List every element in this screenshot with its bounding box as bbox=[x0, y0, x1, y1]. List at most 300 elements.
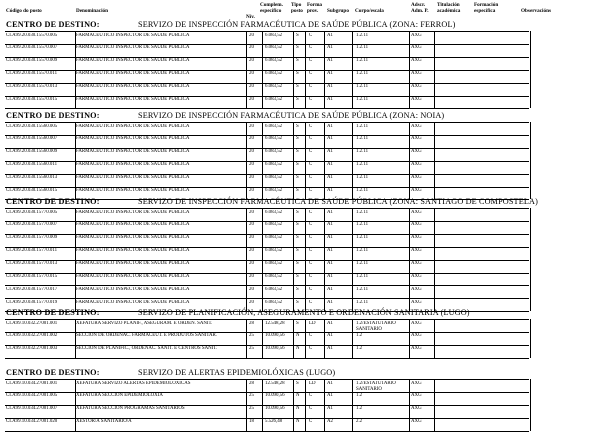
table-row bbox=[0, 96, 615, 109]
cell-adscr: AXG bbox=[411, 222, 422, 228]
header-formacion-l2: específica bbox=[474, 8, 496, 14]
cell-adscr: AXG bbox=[411, 286, 422, 292]
cell-code: CI.A99.20.030.15770.011 bbox=[6, 248, 58, 254]
cell-den: FARMACÉUTICO INSPECTOR DE SAÚDE PÚBLICA bbox=[76, 71, 190, 77]
cell-forma: C bbox=[309, 286, 313, 292]
section-label: CENTRO DE DESTINO: bbox=[6, 20, 100, 29]
section-title bbox=[6, 111, 615, 121]
table-row bbox=[0, 83, 615, 96]
cell-corpo: 1.2.11 bbox=[356, 248, 369, 254]
cell-forma: C bbox=[309, 97, 313, 102]
cell-tipo: S bbox=[296, 162, 299, 168]
cell-tipo: S bbox=[296, 320, 299, 326]
cell-niv: 20 bbox=[249, 45, 254, 51]
cell-code: CI.A99.20.030.15570.007 bbox=[6, 45, 58, 51]
cell-niv: 28 bbox=[249, 380, 254, 386]
cell-den: FARMACÉUTICO INSPECTOR DE SAÚDE PÚBLICA bbox=[76, 162, 190, 168]
cell-den: FARMACÉUTICO INSPECTOR DE SAÚDE PÚBLICA bbox=[76, 235, 190, 241]
cell-corpo: 1.2 bbox=[356, 393, 363, 399]
cell-niv: 20 bbox=[249, 274, 254, 279]
section-title bbox=[6, 197, 615, 207]
cell-niv: 20 bbox=[249, 286, 254, 292]
cell-code: CI.A99.20.030.15570.013 bbox=[6, 84, 58, 90]
section-name: SERVIZO DE INSPECCIÓN FARMACÉUTICA DE SAÚDE PÚBLICA (ZONA: SANTIAGO DE COMPOSTELA) bbox=[138, 197, 538, 206]
cell-code: CI.A99.20.030.15570.015 bbox=[6, 97, 58, 102]
cell-code: CI.A99.20.030.15770.013 bbox=[6, 261, 58, 267]
section-block bbox=[0, 368, 615, 433]
cell-den: FARMACÉUTICO INSPECTOR DE SAÚDE PÚBLICA bbox=[76, 261, 190, 267]
cell-code: CI.A99.20.030.15560.011 bbox=[6, 162, 58, 168]
cell-adscr: AXG bbox=[411, 123, 422, 129]
cell-tipo: S bbox=[296, 222, 299, 228]
cell-niv: 20 bbox=[249, 58, 254, 64]
cell-code: CI.A99.20.030.15570.011 bbox=[6, 71, 58, 77]
cell-den: XEFATURA SERVIZO PLANIF., ASEGURAM. E ORDEN. SANIT. bbox=[76, 320, 213, 326]
cell-adscr: AXG bbox=[411, 136, 422, 142]
cell-tipo: S bbox=[296, 175, 299, 181]
header-complem-l1: Complem. bbox=[260, 2, 283, 8]
cell-code: CI.A99.20.030.15560.007 bbox=[6, 136, 58, 142]
cell-adscr: AXG bbox=[411, 97, 422, 102]
cell-comp: 6.083,52 bbox=[265, 149, 283, 155]
cell-code: CI.A99.20.030.15770.015 bbox=[6, 274, 58, 279]
cell-adscr: AXG bbox=[411, 346, 422, 352]
cell-adscr: AXG bbox=[411, 248, 422, 254]
cell-code: CI.A99.10.032.27001.003 bbox=[6, 346, 58, 352]
cell-code: CI.A99.10.032.27001.001 bbox=[6, 320, 58, 326]
cell-tipo: N bbox=[296, 406, 300, 412]
cell-corpo: 1.2 bbox=[356, 346, 363, 352]
cell-adscr: AXG bbox=[411, 320, 422, 326]
cell-niv: 20 bbox=[249, 123, 254, 129]
cell-tipo: N bbox=[296, 419, 300, 425]
cell-tipo: S bbox=[296, 188, 299, 193]
cell-tipo: S bbox=[296, 261, 299, 267]
cell-sub: A1 bbox=[327, 32, 333, 38]
cell-niv: 20 bbox=[249, 299, 254, 305]
cell-comp: 10.090,56 bbox=[265, 346, 285, 352]
header-nivel: Nív. bbox=[246, 14, 255, 20]
header-observacions: Observacións bbox=[521, 8, 551, 14]
cell-forma: C bbox=[309, 393, 313, 399]
cell-sub: A1 bbox=[327, 299, 333, 305]
cell-adscr: AXG bbox=[411, 162, 422, 168]
cell-tipo: S bbox=[296, 136, 299, 142]
table-row bbox=[0, 57, 615, 70]
cell-code: CI.A99.20.030.15560.005 bbox=[6, 123, 58, 129]
section-label: CENTRO DE DESTINO: bbox=[6, 111, 100, 120]
cell-niv: 20 bbox=[249, 188, 254, 193]
cell-niv: 20 bbox=[249, 209, 254, 215]
header-denominacion: Denominación bbox=[76, 8, 108, 14]
cell-den: FARMACÉUTICO INSPECTOR DE SAÚDE PÚBLICA bbox=[76, 32, 190, 38]
cell-sub: A1 bbox=[327, 58, 333, 64]
cell-adscr: AXG bbox=[411, 32, 422, 38]
cell-tipo: S bbox=[296, 84, 299, 90]
section-block bbox=[0, 20, 615, 110]
table-row bbox=[0, 31, 615, 44]
cell-den: SECCIÓN DE PLANIFIC., ORDENAC. SANIT. E CENTROS SANIT. bbox=[76, 346, 218, 352]
cell-code: CI.A99.20.030.15560.009 bbox=[6, 149, 58, 155]
cell-niv: 20 bbox=[249, 32, 254, 38]
cell-sub: A1 bbox=[327, 162, 333, 168]
header-adscr-l2: Adm. P. bbox=[411, 8, 429, 14]
cell-comp: 10.090,56 bbox=[265, 393, 285, 399]
cell-den: FARMACÉUTICO INSPECTOR DE SAÚDE PÚBLICA bbox=[76, 222, 190, 228]
cell-tipo: S bbox=[296, 248, 299, 254]
cell-adscr: AXG bbox=[411, 419, 422, 425]
table-row bbox=[0, 148, 615, 161]
table-row bbox=[0, 247, 615, 260]
cell-code: CI.A99.10.032.27001.002 bbox=[6, 333, 58, 339]
cell-comp: 12.548,28 bbox=[265, 380, 285, 386]
cell-sub: A1 bbox=[327, 175, 333, 181]
cell-corpo: 1.2.11 bbox=[356, 136, 369, 142]
cell-sub: A1 bbox=[327, 222, 333, 228]
header-forma-l2: prov. bbox=[307, 8, 319, 14]
cell-code: CI.A99.20.030.15770.009 bbox=[6, 235, 58, 241]
cell-den: XEFATURA SERVIZO ALERTAS EPIDEMIOLÓXICAS bbox=[76, 380, 191, 386]
cell-niv: 20 bbox=[249, 235, 254, 241]
cell-corpo: 1.2.11 bbox=[356, 261, 369, 267]
cell-den: FARMACÉUTICO INSPECTOR DE SAÚDE PÚBLICA bbox=[76, 97, 190, 102]
cell-sub: A1 bbox=[327, 45, 333, 51]
cell-corpo: 1.2.11 bbox=[356, 235, 369, 241]
section-title bbox=[6, 20, 615, 30]
table-row bbox=[0, 122, 615, 135]
cell-tipo: S bbox=[296, 58, 299, 64]
cell-corpo: 1.2.11 bbox=[356, 162, 369, 168]
cell-tipo: S bbox=[296, 274, 299, 279]
header-complem-l2: específico bbox=[260, 8, 282, 14]
cell-den: SECCIÓN DE ORDENAC. FARMACÉUT. E PRODUTOS SANITAR. bbox=[76, 333, 218, 339]
cell-comp: 6.083,52 bbox=[265, 261, 283, 267]
cell-corpo: 1.2.11 bbox=[356, 209, 369, 215]
header-titulacion-l2: académica bbox=[437, 8, 461, 14]
cell-niv: 25 bbox=[249, 333, 254, 339]
row-rule bbox=[5, 108, 529, 109]
cell-tipo: S bbox=[296, 299, 299, 305]
table-row bbox=[0, 392, 615, 405]
cell-den: FARMACÉUTICO INSPECTOR DE SAÚDE PÚBLICA bbox=[76, 188, 190, 193]
cell-forma: C bbox=[309, 209, 313, 215]
cell-corpo: 1.2.11 bbox=[356, 84, 369, 90]
cell-forma: C bbox=[309, 333, 313, 339]
cell-sub: A1 bbox=[327, 346, 333, 352]
section-title bbox=[6, 308, 615, 318]
cell-sub: A1 bbox=[327, 393, 333, 399]
cell-corpo: 1.2.11 bbox=[356, 32, 369, 38]
cell-niv: 20 bbox=[249, 84, 254, 90]
cell-comp: 6.083,52 bbox=[265, 286, 283, 292]
cell-corpo: 2.2 bbox=[356, 419, 363, 425]
cell-forma: C bbox=[309, 235, 313, 241]
cell-tipo: S bbox=[296, 71, 299, 77]
header-forma-l1: Forma bbox=[307, 2, 322, 8]
header-corpo: Corpo/escala bbox=[355, 8, 384, 14]
cell-comp: 5.526,48 bbox=[265, 419, 283, 425]
cell-corpo: 1.2/ESTATUTARIO SANITARIO bbox=[356, 380, 396, 392]
cell-corpo: 1.2.11 bbox=[356, 274, 369, 279]
cell-sub: A1 bbox=[327, 136, 333, 142]
cell-adscr: AXG bbox=[411, 393, 422, 399]
table-row bbox=[0, 44, 615, 57]
cell-forma: C bbox=[309, 162, 313, 168]
section-name: SERVIZO DE PLANIFICACIÓN, ASEGURAMENTO E ORDENACIÓN SANITARIA (LUGO) bbox=[138, 308, 470, 317]
section-block bbox=[0, 308, 615, 360]
cell-comp: 6.083,52 bbox=[265, 123, 283, 129]
cell-tipo: S bbox=[296, 97, 299, 102]
cell-corpo: 1.2.11 bbox=[356, 286, 369, 292]
cell-forma: C bbox=[309, 58, 313, 64]
cell-sub: A1 bbox=[327, 71, 333, 77]
cell-niv: 20 bbox=[249, 97, 254, 102]
cell-tipo: S bbox=[296, 149, 299, 155]
table-row bbox=[0, 161, 615, 174]
cell-sub: A1 bbox=[327, 286, 333, 292]
cell-niv: 20 bbox=[249, 248, 254, 254]
cell-den: FARMACÉUTICO INSPECTOR DE SAÚDE PÚBLICA bbox=[76, 58, 190, 64]
cell-comp: 6.083,52 bbox=[265, 235, 283, 241]
cell-code: CI.A99.10.034.27001.001 bbox=[6, 380, 58, 386]
table-row bbox=[0, 273, 615, 286]
cell-sub: A2 bbox=[327, 419, 333, 425]
cell-sub: A1 bbox=[327, 84, 333, 90]
cell-code: CI.A99.20.030.15770.019 bbox=[6, 299, 58, 305]
cell-comp: 6.083,52 bbox=[265, 175, 283, 181]
cell-adscr: AXG bbox=[411, 188, 422, 193]
cell-niv: 20 bbox=[249, 222, 254, 228]
cell-corpo: 1.2.11 bbox=[356, 58, 369, 64]
cell-den: FARMACÉUTICO INSPECTOR DE SAÚDE PÚBLICA bbox=[76, 286, 190, 292]
cell-tipo: N bbox=[296, 333, 300, 339]
cell-comp: 6.083,52 bbox=[265, 58, 283, 64]
cell-tipo: S bbox=[296, 286, 299, 292]
table-row bbox=[0, 221, 615, 234]
section-title bbox=[6, 368, 615, 378]
cell-forma: C bbox=[309, 136, 313, 142]
table-row bbox=[0, 345, 615, 358]
cell-corpo: 1.2.11 bbox=[356, 149, 369, 155]
cell-sub: A1 bbox=[327, 406, 333, 412]
cell-niv: 18 bbox=[249, 419, 254, 425]
cell-adscr: AXG bbox=[411, 149, 422, 155]
cell-sub: A1 bbox=[327, 274, 333, 279]
cell-den: FARMACÉUTICO INSPECTOR DE SAÚDE PÚBLICA bbox=[76, 248, 190, 254]
header-codigo: Código do posto bbox=[6, 8, 42, 14]
cell-comp: 6.083,52 bbox=[265, 248, 283, 254]
section-label: CENTRO DE DESTINO: bbox=[6, 197, 100, 206]
cell-den: FARMACÉUTICO INSPECTOR DE SAÚDE PÚBLICA bbox=[76, 209, 190, 215]
cell-niv: 20 bbox=[249, 162, 254, 168]
cell-adscr: AXG bbox=[411, 333, 422, 339]
cell-comp: 6.083,52 bbox=[265, 209, 283, 215]
cell-forma: C bbox=[309, 346, 313, 352]
cell-code: CI.A99.20.030.15770.007 bbox=[6, 222, 58, 228]
section-name: SERVIZO DE ALERTAS EPIDEMIOLÓXICAS (LUGO) bbox=[138, 368, 336, 377]
table-header bbox=[0, 0, 615, 20]
cell-comp: 6.083,52 bbox=[265, 162, 283, 168]
cell-tipo: S bbox=[296, 45, 299, 51]
table-row bbox=[0, 332, 615, 345]
cell-adscr: AXG bbox=[411, 84, 422, 90]
cell-sub: A1 bbox=[327, 209, 333, 215]
cell-forma: C bbox=[309, 123, 313, 129]
table-row bbox=[0, 418, 615, 431]
cell-comp: 6.083,52 bbox=[265, 274, 283, 279]
cell-forma: C bbox=[309, 175, 313, 181]
cell-corpo: 1.2.11 bbox=[356, 175, 369, 181]
table-row bbox=[0, 135, 615, 148]
cell-niv: 20 bbox=[249, 175, 254, 181]
cell-sub: A1 bbox=[327, 333, 333, 339]
cell-niv: 25 bbox=[249, 346, 254, 352]
cell-niv: 20 bbox=[249, 136, 254, 142]
cell-den: FARMACÉUTICO INSPECTOR DE SAÚDE PÚBLICA bbox=[76, 45, 190, 51]
cell-forma: C bbox=[309, 45, 313, 51]
header-tipo-l1: Tipo bbox=[291, 2, 302, 8]
cell-niv: 20 bbox=[249, 149, 254, 155]
cell-adscr: AXG bbox=[411, 71, 422, 77]
cell-adscr: AXG bbox=[411, 299, 422, 305]
cell-tipo: S bbox=[296, 209, 299, 215]
cell-den: FARMACÉUTICO INSPECTOR DE SAÚDE PÚBLICA bbox=[76, 149, 190, 155]
cell-comp: 6.083,52 bbox=[265, 299, 283, 305]
cell-comp: 6.083,52 bbox=[265, 188, 283, 193]
cell-sub: A1 bbox=[327, 97, 333, 102]
cell-adscr: AXG bbox=[411, 175, 422, 181]
cell-tipo: S bbox=[296, 123, 299, 129]
cell-corpo: 1.2/ESTATUTARIO SANITARIO bbox=[356, 320, 396, 332]
cell-comp: 10.090,56 bbox=[265, 333, 285, 339]
cell-forma: C bbox=[309, 149, 313, 155]
section-block bbox=[0, 197, 615, 313]
cell-tipo: S bbox=[296, 235, 299, 241]
cell-forma: C bbox=[309, 299, 313, 305]
cell-forma: C bbox=[309, 419, 313, 425]
cell-tipo: S bbox=[296, 32, 299, 38]
row-rule bbox=[5, 431, 529, 432]
cell-comp: 6.083,52 bbox=[265, 97, 283, 102]
table-row bbox=[0, 405, 615, 418]
cell-sub: A1 bbox=[327, 261, 333, 267]
cell-den: FARMACÉUTICO INSPECTOR DE SAÚDE PÚBLICA bbox=[76, 123, 190, 129]
cell-den: XESTOR/A SANITARIO/A bbox=[76, 419, 132, 425]
header-titulacion-l1: Titulación bbox=[437, 2, 460, 8]
cell-corpo: 1.2.11 bbox=[356, 188, 369, 193]
cell-forma: C bbox=[309, 188, 313, 193]
cell-comp: 6.083,52 bbox=[265, 71, 283, 77]
cell-forma: LD bbox=[309, 320, 316, 326]
cell-tipo: N bbox=[296, 346, 300, 352]
header-adscr-l1: Adscr. bbox=[411, 2, 426, 8]
cell-sub: A1 bbox=[327, 149, 333, 155]
section-name: SERVIZO DE INSPECCIÓN FARMACÉUTICA DE SAÚDE PÚBLICA (ZONA: FERROL) bbox=[138, 20, 456, 29]
cell-sub: A1 bbox=[327, 380, 333, 386]
table-row bbox=[0, 285, 615, 298]
cell-code: CI.A99.20.030.15570.005 bbox=[6, 32, 58, 38]
cell-tipo: N bbox=[296, 393, 300, 399]
cell-forma: C bbox=[309, 406, 313, 412]
row-rule bbox=[5, 358, 529, 359]
table-row bbox=[0, 208, 615, 221]
cell-forma: C bbox=[309, 32, 313, 38]
header-tipo-l2: posto bbox=[291, 8, 303, 14]
cell-code: CI.A99.20.030.15560.015 bbox=[6, 188, 58, 193]
section-name: SERVIZO DE INSPECCIÓN FARMACÉUTICA DE SAÚDE PÚBLICA (ZONA: NOIA) bbox=[138, 111, 445, 120]
cell-niv: 25 bbox=[249, 393, 254, 399]
cell-code: CI.A99.20.030.15770.005 bbox=[6, 209, 58, 215]
cell-adscr: AXG bbox=[411, 235, 422, 241]
cell-corpo: 1.2.11 bbox=[356, 97, 369, 102]
cell-comp: 6.083,52 bbox=[265, 84, 283, 90]
cell-niv: 28 bbox=[249, 320, 254, 326]
cell-adscr: AXG bbox=[411, 209, 422, 215]
table-row bbox=[0, 319, 615, 332]
section-block bbox=[0, 111, 615, 201]
cell-tipo: S bbox=[296, 380, 299, 386]
cell-code: CI.A99.10.034.27001.007 bbox=[6, 406, 58, 412]
cell-code: CI.A99.10.034.27001.005 bbox=[6, 393, 58, 399]
cell-den: XEFATURA SECCIÓN EPIDEMIOLOXÍA bbox=[76, 393, 163, 399]
cell-den: XEFATURA SECCIÓN PROGRAMAS SANITARIOS bbox=[76, 406, 185, 412]
cell-den: FARMACÉUTICO INSPECTOR DE SAÚDE PÚBLICA bbox=[76, 84, 190, 90]
cell-code: CI.A99.20.030.15570.009 bbox=[6, 58, 58, 64]
cell-comp: 6.083,52 bbox=[265, 222, 283, 228]
cell-forma: C bbox=[309, 274, 313, 279]
cell-forma: C bbox=[309, 71, 313, 77]
cell-den: FARMACÉUTICO INSPECTOR DE SAÚDE PÚBLICA bbox=[76, 136, 190, 142]
cell-forma: LD bbox=[309, 380, 316, 386]
cell-code: CI.A99.10.034.27001.020 bbox=[6, 419, 58, 425]
cell-adscr: AXG bbox=[411, 274, 422, 279]
cell-corpo: 1.2 bbox=[356, 406, 363, 412]
cell-den: FARMACÉUTICO INSPECTOR DE SAÚDE PÚBLICA bbox=[76, 175, 190, 181]
cell-sub: A1 bbox=[327, 188, 333, 193]
cell-comp: 6.083,52 bbox=[265, 136, 283, 142]
cell-comp: 6.083,52 bbox=[265, 32, 283, 38]
table-row bbox=[0, 379, 615, 392]
cell-adscr: AXG bbox=[411, 406, 422, 412]
cell-niv: 25 bbox=[249, 406, 254, 412]
cell-forma: C bbox=[309, 248, 313, 254]
table-row bbox=[0, 70, 615, 83]
cell-adscr: AXG bbox=[411, 45, 422, 51]
header-formacion-l1: Formación bbox=[474, 2, 499, 8]
cell-code: CI.A99.20.030.15770.017 bbox=[6, 286, 58, 292]
cell-code: CI.A99.20.030.15560.013 bbox=[6, 175, 58, 181]
cell-comp: 6.083,52 bbox=[265, 45, 283, 51]
section-label: CENTRO DE DESTINO: bbox=[6, 368, 100, 377]
cell-niv: 20 bbox=[249, 261, 254, 267]
table-row bbox=[0, 234, 615, 247]
cell-comp: 12.548,28 bbox=[265, 320, 285, 326]
cell-forma: C bbox=[309, 222, 313, 228]
cell-adscr: AXG bbox=[411, 58, 422, 64]
table-row bbox=[0, 260, 615, 273]
cell-forma: C bbox=[309, 84, 313, 90]
cell-adscr: AXG bbox=[411, 261, 422, 267]
cell-corpo: 1.2.11 bbox=[356, 123, 369, 129]
cell-den: FARMACÉUTICO INSPECTOR DE SAÚDE PÚBLICA bbox=[76, 299, 190, 305]
cell-niv: 20 bbox=[249, 71, 254, 77]
header-subgrupo: Subgrupo bbox=[327, 8, 349, 14]
cell-sub: A1 bbox=[327, 123, 333, 129]
cell-sub: A1 bbox=[327, 248, 333, 254]
cell-corpo: 1.2.11 bbox=[356, 299, 369, 305]
section-label: CENTRO DE DESTINO: bbox=[6, 308, 100, 317]
cell-corpo: 1.2.11 bbox=[356, 45, 369, 51]
